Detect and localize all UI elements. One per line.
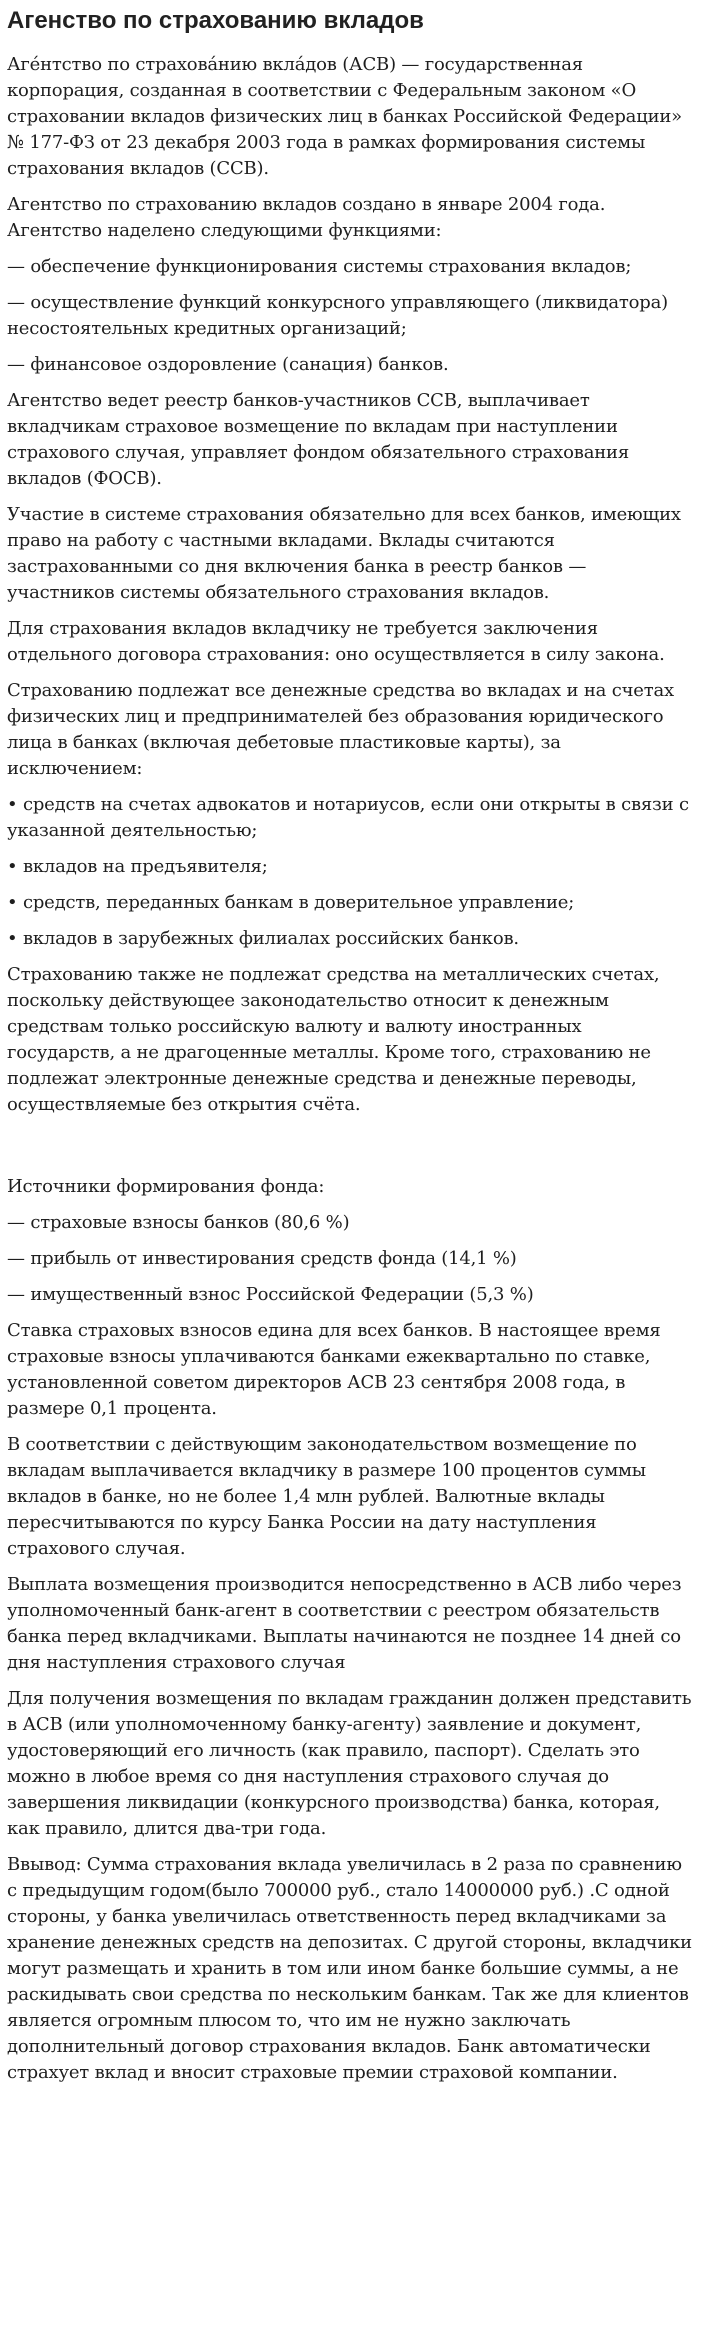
function-item: — осуществление функций конкурсного управляющего (ликвидатора) несостоятельных кредитных организаций; [7, 292, 668, 339]
function-item: — финансовое оздоровление (санация) банков. [7, 354, 449, 375]
section-gap [7, 1128, 693, 1174]
fund-sources-heading: Источники формирования фонда: [7, 1176, 325, 1197]
fund-source-item: — прибыль от инвестирования средств фонда (14,1 %) [7, 1248, 517, 1269]
paragraph-claim-procedure: Для получения возмещения по вкладам гражданин должен представить в АСВ (или уполномоченному банку-агенту) заявление и документ, удостоверяющий его личность (как правило, паспорт). Сделать это можно в любое время со дня наступления страхового случая до завершения ликвидации (конкурсного производства) банка, которая, как правило, длится два-три года. [7, 1688, 692, 1839]
paragraph-contribution-rate: Ставка страховых взносов едина для всех банков. В настоящее время страховые взносы уплачиваются банками ежеквартально по ставке, установленной советом директоров АСВ 23 сентября 2008 года, в размере 0,1 процента. [7, 1320, 661, 1419]
paragraph-metal-accounts: Страхованию также не подлежат средства на металлических счетах, поскольку действующее законодательство относит к денежным средствам только российскую валюту и валюту иностранных государств, а не драгоценные металлы. Кроме того, страхованию не подлежат электронные денежные средства и денежные переводы, осуществляемые без открытия счёта. [7, 964, 660, 1115]
paragraph-insured-funds: Страхованию подлежат все денежные средства во вкладах и на счетах физических лиц и предпринимателей без образования юридического лица в банках (включая дебетовые пластиковые карты), за исключением: [7, 680, 674, 779]
paragraph-no-contract: Для страхования вкладов вкладчику не требуется заключения отдельного договора страхования: оно осуществляется в силу закона. [7, 618, 665, 665]
paragraph-compensation-amount: В соответствии с действующим законодательством возмещение по вкладам выплачивается вкладчику в размере 100 процентов суммы вкладов в банке, но не более 1,4 млн рублей. Валютные вклады пересчитываются по курсу Банка России на дату наступления страхового случая. [7, 1434, 646, 1559]
fund-source-item: — имущественный взнос Российской Федерации (5,3 %) [7, 1284, 534, 1305]
exception-item: • средств, переданных банкам в доверительное управление; [7, 892, 575, 913]
exception-item: • средств на счетах адвокатов и нотариусов, если они открыты в связи с указанной деятельностью; [7, 794, 689, 841]
exception-item: • вкладов на предъявителя; [7, 856, 268, 877]
paragraph-conclusion: Ввывод: Сумма страхования вклада увеличилась в 2 раза по сравнению с предыдущим годом(было 700000 руб., стало 14000000 руб.) .С одной стороны, у банка увеличилась ответственность перед вкладчиками за хранение денежных средств на депозитах. С другой стороны, вкладчики могут размещать и хранить в том или ином банке большие суммы, а не раскидывать свои средства по нескольким банкам. Так же для клиентов является огромным плюсом то, что им не нужно заключать дополнительный договор страхования вкладов. Банк автоматически страхует вклад и вносит страховые премии страховой компании. [7, 1854, 692, 2083]
paragraph-payout: Выплата возмещения производится непосредственно в АСВ либо через уполномоченный банк-агент в соответствии с реестром обязательств банка перед вкладчиками. Выплаты начинаются не позднее 14 дней со дня наступления страхового случая [7, 1574, 682, 1673]
paragraph-registry: Агентство ведет реестр банков-участников ССВ, выплачивает вкладчикам страховое возмещение по вкладам при наступлении страхового случая, управляет фондом обязательного страхования вкладов (ФОСВ). [7, 390, 629, 489]
article-body-part-1 [7, 52, 693, 1118]
paragraph-creation: Агентство по страхованию вкладов создано в январе 2004 года. Агентство наделено следующими функциями: [7, 194, 606, 241]
exception-item: • вкладов в зарубежных филиалах российских банков. [7, 928, 519, 949]
paragraph-participation: Участие в системе страхования обязательно для всех банков, имеющих право на работу с частными вкладами. Вклады считаются застрахованными со дня включения банка в реестр банков — участников системы обязательного страхования вкладов. [7, 504, 681, 603]
fund-source-item: — страховые взносы банков (80,6 %) [7, 1212, 350, 1233]
page-title: Агенство по страхованию вкладов [7, 7, 424, 34]
article-body-part-2 [7, 1174, 693, 2086]
function-item: — обеспечение функционирования системы страхования вкладов; [7, 256, 632, 277]
paragraph-definition: Аге́нтство по страхова́нию вкла́дов (АСВ) — государственная корпорация, созданная в соответствии с Федеральным законом «О страховании вкладов физических лиц в банках Российской Федерации» № 177-ФЗ от 23 декабря 2003 года в рамках формирования системы страхования вкладов (ССВ). [7, 54, 682, 179]
